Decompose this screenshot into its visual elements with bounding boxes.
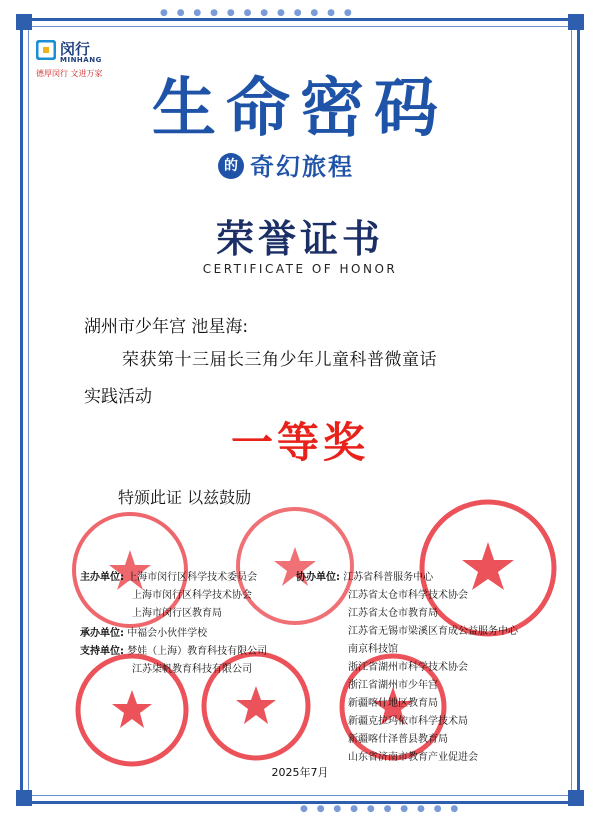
host-org-3: 上海市闵行区教育局 xyxy=(132,608,222,619)
event-main-title: 生命密码 xyxy=(152,72,448,146)
undertake-org: 中福会小伙伴学校 xyxy=(127,628,208,639)
co-org-3: 江苏省太仓市教育局 xyxy=(348,608,438,619)
issue-date: 2025年7月 xyxy=(271,766,329,779)
co-org-11: 山东省济南市教育产业促进会 xyxy=(348,752,478,763)
co-org-1: 江苏省科普服务中心 xyxy=(343,572,434,583)
certificate-title-en: CERTIFICATE OF HONOR xyxy=(202,262,398,276)
logo-name-en: MINHANG xyxy=(60,56,102,64)
event-sub-title xyxy=(214,150,386,184)
co-org-7: 浙江省湖州市少年宫 xyxy=(348,680,438,691)
host-organizers xyxy=(80,570,257,586)
co-label: 协办单位: xyxy=(296,572,340,583)
co-org-4: 江苏省无锡市梁溪区育成公益服务中心 xyxy=(348,626,518,637)
minhang-logo-icon xyxy=(36,40,56,60)
host-label: 主办单位: xyxy=(80,572,124,583)
support-organizers xyxy=(80,644,267,660)
co-org-2: 江苏省太仓市科学技术协会 xyxy=(348,590,468,601)
seal-stamp-science-association xyxy=(234,505,356,627)
recipient-line: 湖州市少年宫 池星海: xyxy=(84,317,249,337)
host-org-2: 上海市闵行区科学技术协会 xyxy=(132,590,252,601)
frame-corner-ornament xyxy=(16,790,32,806)
frame-corner-ornament xyxy=(568,14,584,30)
award-description-line1: 荣获第十三届长三角少年儿童科普微童话 xyxy=(122,350,437,370)
support-label: 支持单位: xyxy=(80,646,124,657)
certificate-title: 荣誉证书 xyxy=(215,217,384,261)
co-organizers xyxy=(296,570,433,586)
seal-stamp-education-bureau xyxy=(418,498,558,638)
award-level: 一等奖 xyxy=(230,418,369,467)
undertake-label: 承办单位: xyxy=(80,628,124,639)
logo-slogan: 德厚闵行 文进万家 xyxy=(36,69,103,78)
support-org-2: 江苏柒帆教育科技有限公司 xyxy=(132,664,252,675)
co-org-10: 新疆喀什泽普县教育局 xyxy=(348,734,448,745)
co-org-9: 新疆克拉玛依市科学技术局 xyxy=(348,716,468,727)
decorative-dots: ● ● ● ● ● ● ● ● ● ● xyxy=(300,804,462,814)
co-org-5: 南京科技馆 xyxy=(348,644,398,655)
host-org-1: 上海市闵行区科学技术委员会 xyxy=(127,572,258,583)
support-org-1: 梦娃（上海）教育科技有限公司 xyxy=(127,646,268,657)
frame-corner-ornament xyxy=(568,790,584,806)
grant-statement: 特颁此证 以兹鼓励 xyxy=(118,488,252,507)
co-org-8: 新疆喀什地区教育局 xyxy=(348,698,438,709)
decorative-dots: ● ● ● ● ● ● ● ● ● ● ● ● xyxy=(160,8,355,18)
undertake-organizer xyxy=(80,626,207,642)
sub-title-text: 奇幻旅程 xyxy=(250,153,354,181)
award-description-line2: 实践活动 xyxy=(84,387,152,407)
co-org-6: 浙江省湖州市科学技术协会 xyxy=(348,662,468,673)
frame-corner-ornament xyxy=(16,14,32,30)
logo-name-cn: 闵行 xyxy=(60,40,91,58)
sub-title-particle: 的 xyxy=(218,153,244,179)
